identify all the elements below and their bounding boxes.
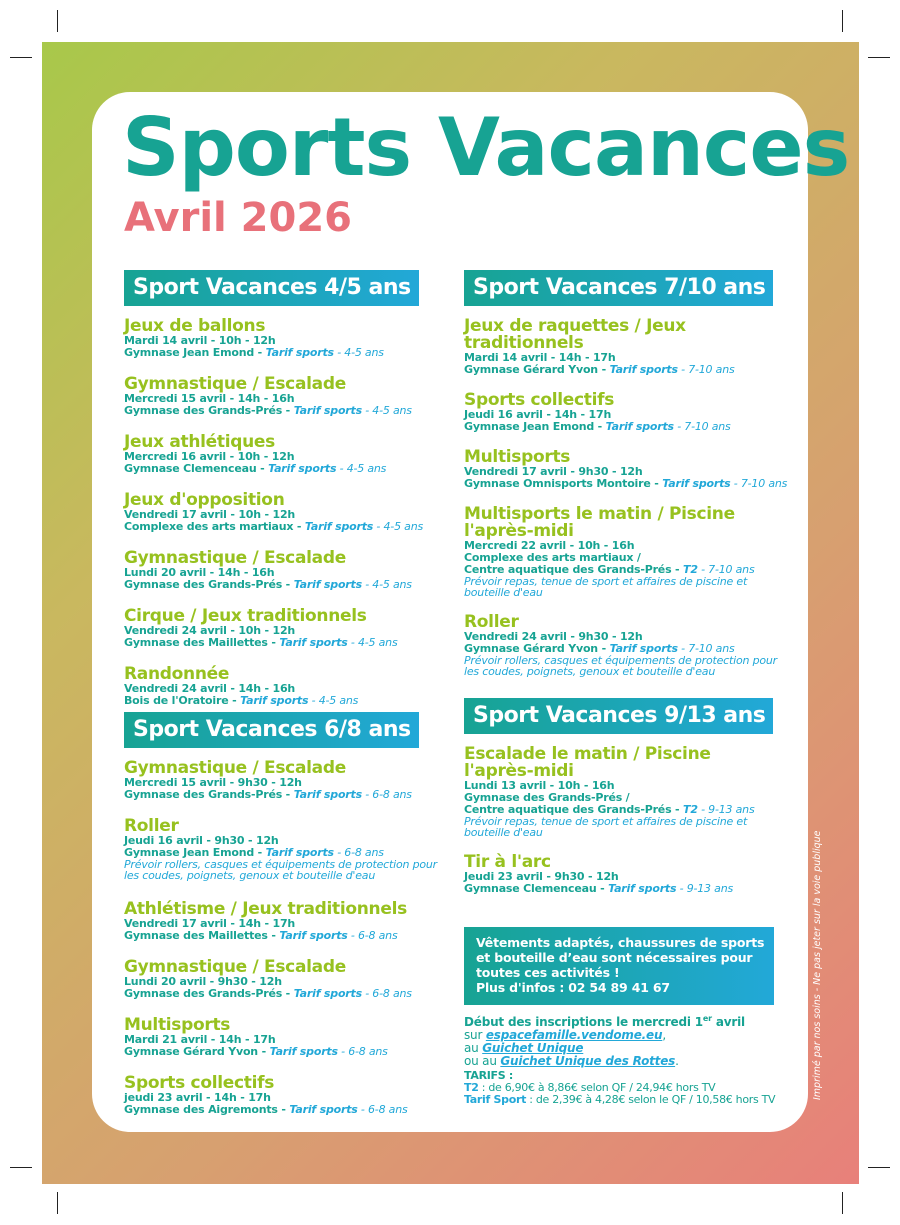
activity-name: Athlétisme / Jeux traditionnels [124, 899, 407, 919]
crop-mark [57, 1192, 58, 1214]
activity-age: - 6-8 ans [361, 788, 412, 801]
activity-tarif: Tarif sports [269, 1045, 338, 1058]
activity-item [124, 376, 444, 417]
activity-tarif: T2 [683, 563, 698, 576]
activity-date: jeudi 23 avril - 14h - 17h [124, 1091, 271, 1104]
activity-tarif: Tarif sports [279, 929, 348, 942]
activity-tarif: Tarif sports [293, 788, 362, 801]
activity-name: Jeux athlétiques [124, 432, 275, 452]
activity-place: Gymnase Clemenceau - [124, 462, 269, 475]
crop-mark [10, 1167, 32, 1168]
activity-name: Multisports [124, 1015, 231, 1035]
activity-name: Gymnastique / Escalade [124, 548, 346, 568]
activity-name: Jeux de raquettes / Jeux traditionnels [464, 316, 686, 353]
activity-place: Gymnase Gérard Yvon - [464, 363, 610, 376]
activity-place-line [124, 988, 444, 1000]
activity-item [464, 746, 784, 838]
activity-item [464, 447, 788, 490]
activity-tarif: Tarif sports [289, 1103, 358, 1116]
activity-name: Multisports [464, 447, 571, 467]
activity-place: Gymnase Jean Emond - [124, 346, 266, 359]
activity-place-line [464, 477, 788, 490]
activity-item [124, 1075, 444, 1116]
info-line: toutes ces activités ! [476, 965, 620, 980]
activity-age: - 6-8 ans [361, 987, 412, 1000]
activity-name: Multisports le matin / Piscine l'après-midi [464, 504, 735, 541]
crop-mark [842, 1192, 843, 1214]
activity-place: Centre aquatique des Grands-Prés - [464, 803, 684, 816]
activity-date: Jeudi 16 avril - 14h - 17h [464, 408, 612, 421]
activity-place: Centre aquatique des Grands-Prés - [464, 563, 684, 576]
activity-item [124, 318, 444, 359]
activity-place: Bois de l'Oratoire - [124, 694, 241, 707]
activity-tarif: Tarif sports [279, 636, 348, 649]
activity-item [464, 854, 784, 895]
activity-tarif: Tarif sports [240, 694, 309, 707]
activity-place: Gymnase des Grands-Prés - [124, 404, 294, 417]
activity-date: Mercredi 15 avril - 14h - 16h [124, 392, 295, 405]
activity-item [124, 492, 444, 533]
activity-age: - 4-5 ans [361, 404, 412, 417]
activity-age: - 4-5 ans [336, 462, 387, 475]
activity-date: Lundi 20 avril - 9h30 - 12h [124, 975, 282, 988]
info-line: et bouteille d’eau sont nécessaires pour [476, 950, 753, 965]
activity-name: Gymnastique / Escalade [124, 957, 346, 977]
activity-date: Vendredi 24 avril - 14h - 16h [124, 682, 296, 695]
activity-item [124, 1017, 444, 1058]
activity-name: Roller [124, 816, 179, 836]
info-phone: Plus d'infos : 02 54 89 41 67 [476, 980, 670, 995]
info-box [464, 927, 774, 1005]
activity-date: Mardi 14 avril - 14h - 17h [464, 351, 616, 364]
activity-age: - 4-5 ans [347, 636, 398, 649]
activity-name: Randonnée [124, 664, 230, 684]
activity-date: Mardi 14 avril - 10h - 12h [124, 334, 276, 347]
activity-place: Gymnase Gérard Yvon - [124, 1045, 270, 1058]
tarifs-label: TARIFS : [464, 1069, 513, 1082]
activity-item [124, 818, 444, 881]
activity-note: Prévoir repas, tenue de sport et affaires de piscine et bouteille d'eau [464, 815, 748, 839]
activity-date: Mercredi 15 avril - 9h30 - 12h [124, 776, 302, 789]
inscriptions-ouau: ou au [464, 1054, 501, 1068]
inscriptions-month: avril [711, 1015, 745, 1029]
section-4-5-ans [124, 270, 444, 707]
activity-item [124, 901, 444, 942]
activity-date: Mercredi 22 avril - 10h - 16h [464, 539, 635, 552]
activity-name: Gymnastique / Escalade [124, 374, 346, 394]
activity-place-line [464, 421, 784, 433]
activity-place-line [464, 883, 784, 895]
activity-tarif: Tarif sports [609, 363, 678, 376]
activity-item [124, 608, 444, 649]
activity-place: Gymnase des Grands-Prés - [124, 987, 294, 1000]
activity-age: - 7-10 ans [673, 420, 731, 433]
activity-date: Jeudi 23 avril - 9h30 - 12h [464, 870, 619, 883]
activity-name: Jeux de ballons [124, 316, 266, 336]
inscriptions-sup: er [702, 1014, 712, 1023]
activity-note: Prévoir rollers, casques et équipements de protection pour les coudes, poignets, genoux et bouteille d'eau [124, 858, 437, 882]
inscriptions-sur: sur [464, 1028, 486, 1042]
info-line: Vêtements adaptés, chaussures de sports [476, 935, 765, 950]
activity-place: Gymnase des Grands-Prés - [124, 578, 294, 591]
activity-name: Sports collectifs [464, 390, 615, 410]
activity-place-line [124, 463, 444, 475]
activity-place: Gymnase des Aigremonts - [124, 1103, 290, 1116]
activity-place: Complexe des arts martiaux - [124, 520, 305, 533]
activity-item [464, 614, 784, 677]
activity-place-line [124, 695, 444, 707]
tarif-sport-value: : de 2,39€ à 4,28€ selon le QF / 10,58€ hors TV [526, 1093, 776, 1106]
activity-name: Gymnastique / Escalade [124, 758, 346, 778]
section-header: Sport Vacances 6/8 ans [124, 712, 419, 748]
activity-place: Gymnase des Grands-Prés - [124, 788, 294, 801]
inscriptions-date: Début des inscriptions le mercredi 1 [464, 1015, 703, 1029]
tarif-t2-key: T2 [464, 1081, 479, 1094]
activity-place-pre: Gymnase des Grands-Prés / [464, 791, 630, 804]
activity-tarif: Tarif sports [662, 477, 731, 490]
activity-tarif: Tarif sports [293, 578, 362, 591]
activity-age: - 4-5 ans [373, 520, 424, 533]
activity-age: - 6-8 ans [333, 846, 384, 859]
activity-tarif: Tarif sports [609, 642, 678, 655]
page-subtitle: Avril 2026 [124, 195, 353, 241]
activity-item [124, 434, 444, 475]
section-header: Sport Vacances 4/5 ans [124, 270, 419, 306]
activity-date: Mercredi 16 avril - 10h - 12h [124, 450, 295, 463]
activity-age: - 4-5 ans [333, 346, 384, 359]
activity-date: Vendredi 17 avril - 10h - 12h [124, 508, 296, 521]
crop-mark [868, 57, 890, 58]
crop-mark [868, 1167, 890, 1168]
activity-place-line [124, 637, 444, 649]
activity-item [464, 392, 784, 433]
section-9-13-ans [464, 698, 784, 895]
activity-age: - 6-8 ans [337, 1045, 388, 1058]
activity-tarif: Tarif sports [293, 987, 362, 1000]
activity-place-line [124, 1046, 444, 1058]
activity-item [124, 550, 444, 591]
activity-tarif: T2 [683, 803, 698, 816]
crop-mark [57, 10, 58, 32]
activity-tarif: Tarif sports [605, 420, 674, 433]
inscriptions-dot: . [675, 1054, 679, 1068]
tarifs-block [464, 1070, 794, 1106]
activity-name: Tir à l'arc [464, 852, 551, 872]
activity-item [124, 959, 444, 1000]
activity-place: Gymnase des Maillettes - [124, 929, 280, 942]
inscriptions-au: au [464, 1041, 483, 1055]
print-notice: Imprimé par nos soins - Ne pas jeter sur la voie publique [812, 830, 823, 1100]
inscriptions-block [464, 1012, 784, 1068]
activity-date: Lundi 13 avril - 10h - 16h [464, 779, 615, 792]
activity-age: - 4-5 ans [308, 694, 359, 707]
activity-place-line [124, 405, 444, 417]
activity-age: - 7-10 ans [677, 642, 735, 655]
activity-date: Vendredi 17 avril - 14h - 17h [124, 917, 296, 930]
tarif-t2-value: : de 6,90€ à 8,86€ selon QF / 24,94€ hors TV [478, 1081, 716, 1094]
inscriptions-comma: , [662, 1028, 666, 1042]
activity-item [464, 506, 784, 598]
activity-item [124, 760, 444, 801]
activity-age: - 7-10 ans [730, 477, 788, 490]
activity-place-pre: Complexe des arts martiaux / [464, 551, 641, 564]
activity-date: Vendredi 17 avril - 9h30 - 12h [464, 465, 643, 478]
activity-date: Lundi 20 avril - 14h - 16h [124, 566, 275, 579]
activity-age: - 7-10 ans [677, 363, 735, 376]
activity-date: Vendredi 24 avril - 10h - 12h [124, 624, 296, 637]
page-title: Sports Vacances [122, 101, 850, 194]
activity-tarif: Tarif sports [268, 462, 337, 475]
activity-tarif: Tarif sports [293, 404, 362, 417]
activity-place-line [124, 347, 444, 359]
activity-item [464, 318, 784, 376]
crop-mark [842, 10, 843, 32]
activity-date: Vendredi 24 avril - 9h30 - 12h [464, 630, 643, 643]
crop-mark [10, 57, 32, 58]
activity-place: Gymnase Clemenceau - [464, 882, 609, 895]
activity-name: Sports collectifs [124, 1073, 275, 1093]
section-header: Sport Vacances 9/13 ans [464, 698, 773, 734]
activity-name: Roller [464, 612, 519, 632]
espace-famille-link[interactable]: espacefamille.vendome.eu [485, 1028, 663, 1042]
activity-place-line [124, 521, 444, 533]
section-7-10-ans [464, 270, 788, 678]
activity-name: Escalade le matin / Piscine l'après-midi [464, 744, 711, 781]
activity-note: Prévoir repas, tenue de sport et affaires de piscine et bouteille d'eau [464, 575, 748, 599]
activity-place: Gymnase Gérard Yvon - [464, 642, 610, 655]
activity-date: Mardi 21 avril - 14h - 17h [124, 1033, 276, 1046]
activity-place: Gymnase Omnisports Montoire - [464, 477, 663, 490]
activity-place-line [124, 1104, 444, 1116]
activity-age: - 6-8 ans [357, 1103, 408, 1116]
activity-tarif: Tarif sports [265, 346, 334, 359]
activity-place-line [124, 579, 444, 591]
activity-age: - 7-10 ans [697, 563, 755, 576]
activity-age: - 4-5 ans [361, 578, 412, 591]
activity-age: - 9-13 ans [676, 882, 733, 895]
activity-age: - 9-13 ans [697, 803, 755, 816]
activity-tarif: Tarif sports [608, 882, 677, 895]
activity-name: Cirque / Jeux traditionnels [124, 606, 367, 626]
activity-place-line [124, 930, 444, 942]
activity-place: Gymnase Jean Emond - [124, 846, 266, 859]
activity-tarif: Tarif sports [265, 846, 334, 859]
activity-item [124, 666, 444, 707]
activity-place: Gymnase des Maillettes - [124, 636, 280, 649]
activity-age: - 6-8 ans [347, 929, 398, 942]
section-header: Sport Vacances 7/10 ans [464, 270, 773, 306]
activity-place-line [464, 364, 784, 376]
activity-name: Jeux d'opposition [124, 490, 285, 510]
activity-date: Jeudi 16 avril - 9h30 - 12h [124, 834, 279, 847]
guichet-rottes-link[interactable]: Guichet Unique des Rottes [500, 1054, 676, 1068]
activity-tarif: Tarif sports [304, 520, 374, 533]
activity-note: Prévoir rollers, casques et équipements de protection pour les coudes, poignets, genoux et bouteille d'eau [464, 654, 777, 678]
activity-place-line [124, 789, 444, 801]
tarif-sport-key: Tarif Sport [464, 1093, 527, 1106]
guichet-unique-link[interactable]: Guichet Unique [482, 1041, 584, 1055]
section-6-8-ans [124, 712, 444, 1116]
activity-place: Gymnase Jean Emond - [464, 420, 606, 433]
